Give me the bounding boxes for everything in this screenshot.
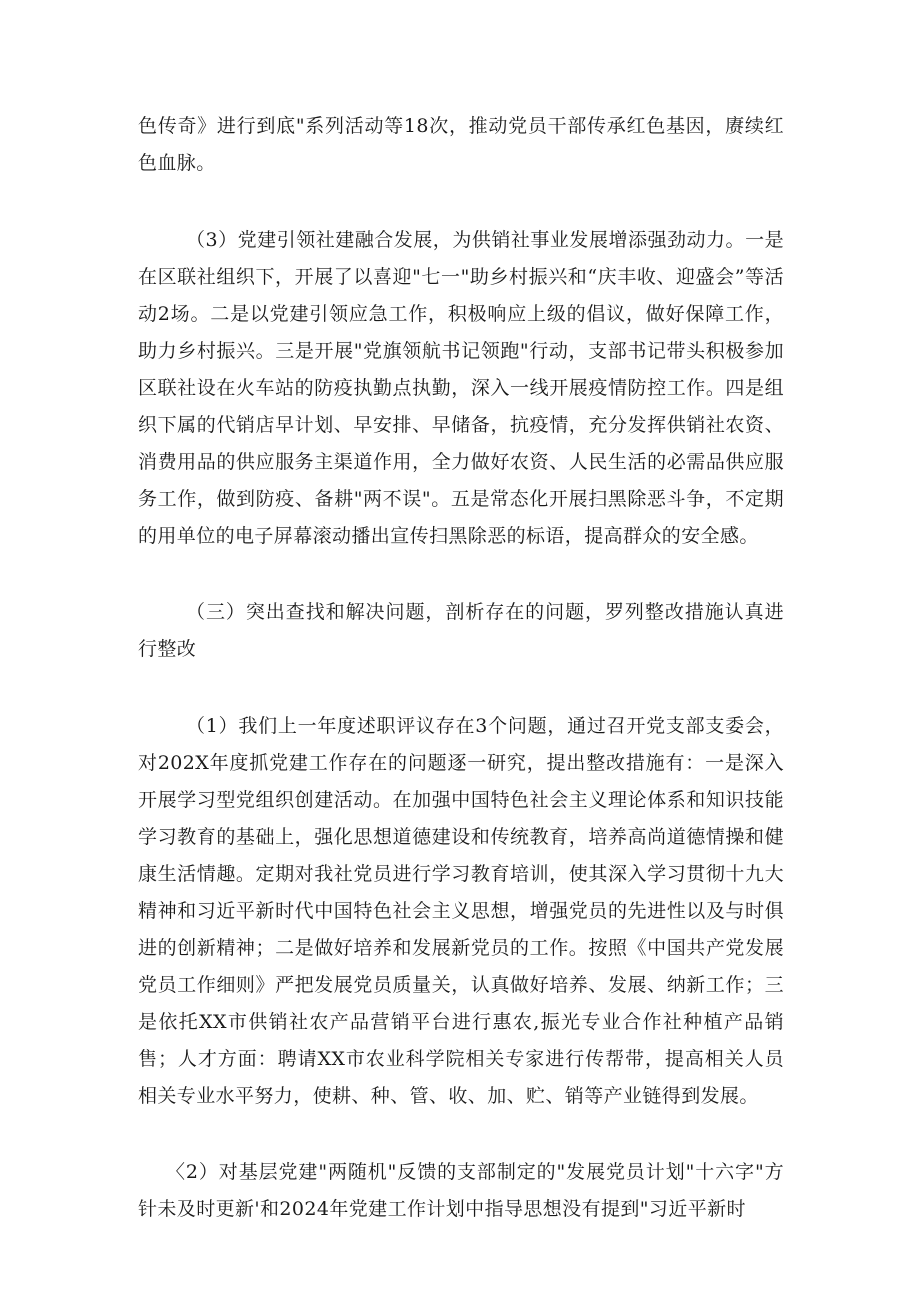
paragraph-grassroots-feedback: 〈2）对基层党建"两随机"反馈的支部制定的"发展党员计划"十六字"方针未及时更新'和2024年党建工作计划中指导思想没有提到"习近平新时 — [138, 1161, 784, 1220]
section-heading-problem-rectification: （三）突出查找和解决问题，剖析存在的问题，罗列整改措施认真进行整改 — [138, 601, 784, 660]
paragraph-rectification-measures: （1）我们上一年度述职评议存在3个问题，通过召开党支部支委会，对202X年度抓党建工作存在的问题逐一研究，提出整改措施有：一是深入开展学习型党组织创建活动。在加强中国特色社会主义理论体系和知识技能学习教育的基础上，强化思想道德建设和传统教育，培养高尚道德情操和健康生活情趣。定期对我社党员进行学习教育培训，使其深入学习贯彻十九大精神和习近平新时代中国特色社会主义思想，增强党员的先进性以及与时俱进的创新精神；二是做好培养和发展新党员的工作。按照《中国共产党发展党员工作细则》严把发展党员质量关，认真做好培养、发展、纳新工作；三是依托XX市供销社农产品营销平台进行惠农,振光专业合作社种植产品销售；人才方面：聘请XX市农业科学院相关专家进行传帮带，提高相关人员相关专业水平努力，使耕、种、管、收、加、贮、销等产业链得到发展。 — [138, 715, 784, 1107]
paragraph-continuation: 色传奇》进行到底"系列活动等18次，推动党员干部传承红色基因，赓续红色血脉。 — [138, 115, 784, 174]
document-page — [138, 96, 784, 1228]
paragraph-party-building-integration: （3）党建引领社建融合发展，为供销社事业发展增添强劲动力。一是在区联社组织下，开展了以喜迎"七一"助乡村振兴和“庆丰收、迎盛会”等活动2场。二是以党建引领应急工作，积极响应上级的倡议，做好保障工作，助力乡村振兴。三是开展"党旗领航书记领跑"行动，支部书记带头积极参加区联社设在火车站的防疫执勤点执勤，深入一线开展疫情防控工作。四是组织下属的代销店早计划、早安排、早储备，抗疫情，充分发挥供销社农资、消费用品的供应服务主渠道作用，全力做好农资、人民生活的必需品供应服务工作，做到防疫、备耕"两不误"。五是常态化开展扫黑除恶斗争，不定期的用单位的电子屏幕滚动播出宣传扫黑除恶的标语，提高群众的安全感。 — [138, 229, 784, 547]
